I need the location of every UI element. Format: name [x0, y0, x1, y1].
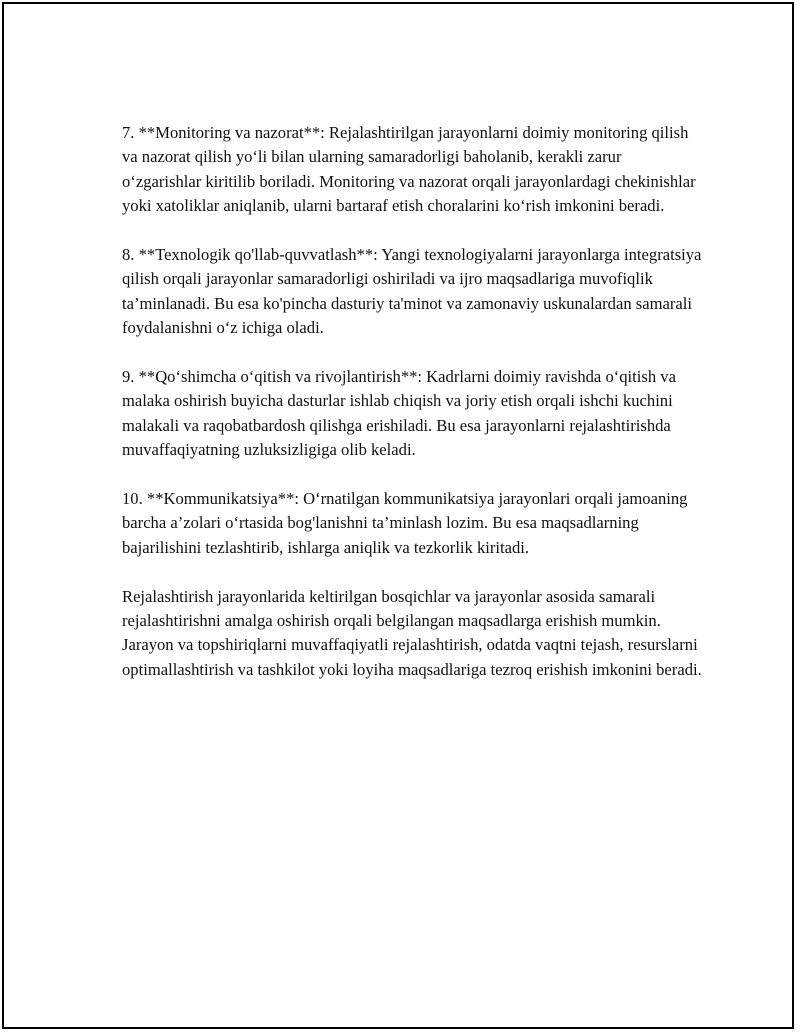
page-border: [2, 2, 794, 1029]
paragraph-monitoring: 7. **Monitoring va nazorat**: Rejalashtirilgan jarayonlarni doimiy monitoring qilish va nazorat qilish yo‘li bilan ularning samaradorligi baholanib, kerakli zarur o‘zgarishlar kiritilib boriladi. Monitoring va nazorat orqali jarayonlardagi chekinishlar yoki xatoliklar aniqlanib, ularni bartaraf etish choralarini ko‘rish imkonini beradi.: [122, 123, 696, 216]
paragraph-communication: 10. **Kommunikatsiya**: O‘rnatilgan kommunikatsiya jarayonlari orqali jamoaning barcha a’zolari o‘rtasida bog'lanishni ta’minlash lozim. Bu esa maqsadlarning bajarilishini tezlashtirib, ishlarga aniqlik va tezkorlik kiritadi.: [122, 489, 688, 557]
paragraph-technology-support: 8. **Texnologik qo'llab-quvvatlash**: Yangi texnologiyalarni jarayonlarga integratsiya qilish orqali jarayonlar samaradorligi oshiriladi va ijro maqsadlariga muvofiqlik ta’minlanadi. Bu esa ko'pincha dasturiy ta'minot va zamonaviy uskunalardan samarali foydalanishni o‘z ichiga oladi.: [122, 245, 702, 338]
document-body: [122, 121, 702, 682]
paragraph-training: 9. **Qo‘shimcha o‘qitish va rivojlantirish**: Kadrlarni doimiy ravishda o‘qitish va malaka oshirish buyicha dasturlar ishlab chiqish va joriy etish orqali ishchi kuchini malakali va raqobatbardosh qilishga erishiladi. Bu esa jarayonlarni rejalashtirishda muvaffaqiyatning uzluksizligiga olib keladi.: [122, 367, 676, 460]
paragraph-conclusion: Rejalashtirish jarayonlarida keltirilgan bosqichlar va jarayonlar asosida samarali rejalashtirishni amalga oshirish orqali belgilangan maqsadlarga erishish mumkin. Jarayon va topshiriqlarni muvaffaqiyatli rejalashtirish, odatda vaqtni tejash, resurslarni optimallashtirish va tashkilot yoki loyiha maqsadlariga tezroq erishish imkonini beradi.: [122, 586, 702, 679]
